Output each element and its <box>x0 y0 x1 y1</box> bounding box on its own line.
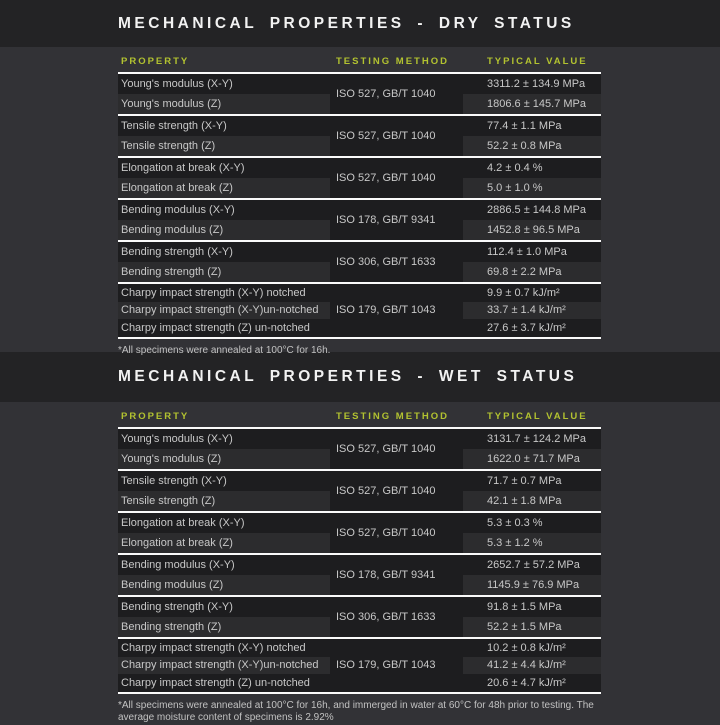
dry-title-band <box>0 0 720 47</box>
wet-table <box>118 402 601 694</box>
property-cell: Bending strength (X-Y) <box>121 246 233 258</box>
value-cell: 91.8 ± 1.5 MPa <box>487 601 562 613</box>
property-cell: Charpy impact strength (X-Y)un-notched <box>118 302 330 320</box>
wet-title-band <box>0 352 720 402</box>
value-cell: 1452.8 ± 96.5 MPa <box>463 220 601 240</box>
testing-method-cell: ISO 179, GB/T 1043 <box>336 304 436 317</box>
value-cell: 42.1 ± 1.8 MPa <box>463 491 601 511</box>
value-cell: 69.8 ± 2.2 MPa <box>463 262 601 282</box>
property-cell: Charpy impact strength (X-Y) notched <box>121 286 306 299</box>
property-cell: Tensile strength (Z) <box>118 136 330 156</box>
testing-method-cell: ISO 527, GB/T 1040 <box>336 130 436 142</box>
column-header-testing-method: TESTING METHOD <box>336 411 449 422</box>
property-cell: Tensile strength (X-Y) <box>121 475 227 487</box>
value-cell: 5.3 ± 0.3 % <box>487 517 543 529</box>
dry-footnote: *All specimens were annealed at 100°C for 16h. <box>118 344 331 356</box>
dry-table-section <box>0 47 720 356</box>
property-group <box>118 284 601 339</box>
dry-table <box>118 47 601 339</box>
wet-table-body <box>118 429 601 694</box>
value-cell: 3311.2 ± 134.9 MPa <box>487 78 586 90</box>
value-cell: 52.2 ± 1.5 MPa <box>463 617 601 637</box>
property-group <box>118 158 601 200</box>
property-group <box>118 242 601 284</box>
wet-column-headers <box>118 402 601 429</box>
value-cell: 10.2 ± 0.8 kJ/m² <box>487 641 566 654</box>
property-group <box>118 597 601 639</box>
property-cell: Bending modulus (Z) <box>118 575 330 595</box>
property-cell: Charpy impact strength (Z) un-notched <box>121 676 310 689</box>
value-cell: 1622.0 ± 71.7 MPa <box>463 449 601 469</box>
value-cell: 1145.9 ± 76.9 MPa <box>463 575 601 595</box>
wet-table-section <box>0 402 720 723</box>
property-cell: Charpy impact strength (X-Y) notched <box>121 641 306 654</box>
testing-method-cell: ISO 306, GB/T 1633 <box>336 611 436 623</box>
property-cell: Elongation at break (X-Y) <box>121 162 245 174</box>
property-cell: Bending modulus (X-Y) <box>121 559 235 571</box>
value-cell: 2886.5 ± 144.8 MPa <box>487 204 586 216</box>
property-cell: Tensile strength (Z) <box>118 491 330 511</box>
property-cell: Bending modulus (Z) <box>118 220 330 240</box>
property-group <box>118 639 601 694</box>
column-header-typical-value: TYPICAL VALUE <box>487 411 588 422</box>
value-cell: 112.4 ± 1.0 MPa <box>487 246 567 258</box>
dry-column-headers <box>118 47 601 74</box>
value-cell: 41.2 ± 4.4 kJ/m² <box>463 657 601 675</box>
testing-method-cell: ISO 527, GB/T 1040 <box>336 88 436 100</box>
value-cell: 20.6 ± 4.7 kJ/m² <box>487 676 566 689</box>
property-cell: Young's modulus (X-Y) <box>121 433 233 445</box>
testing-method-cell: ISO 179, GB/T 1043 <box>336 659 436 672</box>
value-cell: 9.9 ± 0.7 kJ/m² <box>487 286 560 299</box>
dry-section-title: MECHANICAL PROPERTIES - DRY STATUS <box>118 14 575 32</box>
testing-method-cell: ISO 527, GB/T 1040 <box>336 172 436 184</box>
value-cell: 77.4 ± 1.1 MPa <box>487 120 562 132</box>
testing-method-cell: ISO 178, GB/T 9341 <box>336 214 436 226</box>
column-header-testing-method: TESTING METHOD <box>336 56 449 67</box>
value-cell: 33.7 ± 1.4 kJ/m² <box>463 302 601 320</box>
property-group <box>118 555 601 597</box>
property-cell: Young's modulus (Z) <box>118 94 330 114</box>
property-cell: Bending strength (X-Y) <box>121 601 233 613</box>
property-cell: Bending modulus (X-Y) <box>121 204 235 216</box>
property-cell: Young's modulus (X-Y) <box>121 78 233 90</box>
testing-method-cell: ISO 527, GB/T 1040 <box>336 485 436 497</box>
wet-section-title: MECHANICAL PROPERTIES - WET STATUS <box>118 368 578 385</box>
property-group <box>118 471 601 513</box>
testing-method-cell: ISO 527, GB/T 1040 <box>336 443 436 455</box>
property-cell: Bending strength (Z) <box>118 617 330 637</box>
property-cell: Charpy impact strength (X-Y)un-notched <box>118 657 330 675</box>
testing-method-cell: ISO 527, GB/T 1040 <box>336 527 436 539</box>
column-header-property: PROPERTY <box>121 56 190 67</box>
property-group <box>118 116 601 158</box>
value-cell: 1806.6 ± 145.7 MPa <box>463 94 601 114</box>
property-group <box>118 429 601 471</box>
value-cell: 5.3 ± 1.2 % <box>463 533 601 553</box>
value-cell: 52.2 ± 0.8 MPa <box>463 136 601 156</box>
property-cell: Elongation at break (Z) <box>118 533 330 553</box>
property-cell: Charpy impact strength (Z) un-notched <box>121 321 310 334</box>
testing-method-cell: ISO 178, GB/T 9341 <box>336 569 436 581</box>
value-cell: 3131.7 ± 124.2 MPa <box>487 433 586 445</box>
column-header-property: PROPERTY <box>121 411 190 422</box>
value-cell: 4.2 ± 0.4 % <box>487 162 543 174</box>
property-cell: Tensile strength (X-Y) <box>121 120 227 132</box>
testing-method-cell: ISO 306, GB/T 1633 <box>336 256 436 268</box>
property-group <box>118 74 601 116</box>
value-cell: 2652.7 ± 57.2 MPa <box>487 559 580 571</box>
property-cell: Elongation at break (X-Y) <box>121 517 245 529</box>
property-group <box>118 513 601 555</box>
property-cell: Bending strength (Z) <box>118 262 330 282</box>
value-cell: 5.0 ± 1.0 % <box>463 178 601 198</box>
property-cell: Young's modulus (Z) <box>118 449 330 469</box>
property-cell: Elongation at break (Z) <box>118 178 330 198</box>
column-header-typical-value: TYPICAL VALUE <box>487 56 588 67</box>
property-group <box>118 200 601 242</box>
dry-table-body <box>118 74 601 339</box>
wet-footnote: *All specimens were annealed at 100°C for 16h, and immerged in water at 60°C for 48h prior to testing. The average moisture content of specimens is 2.92% <box>118 699 594 723</box>
value-cell: 27.6 ± 3.7 kJ/m² <box>487 321 566 334</box>
value-cell: 71.7 ± 0.7 MPa <box>487 475 562 487</box>
